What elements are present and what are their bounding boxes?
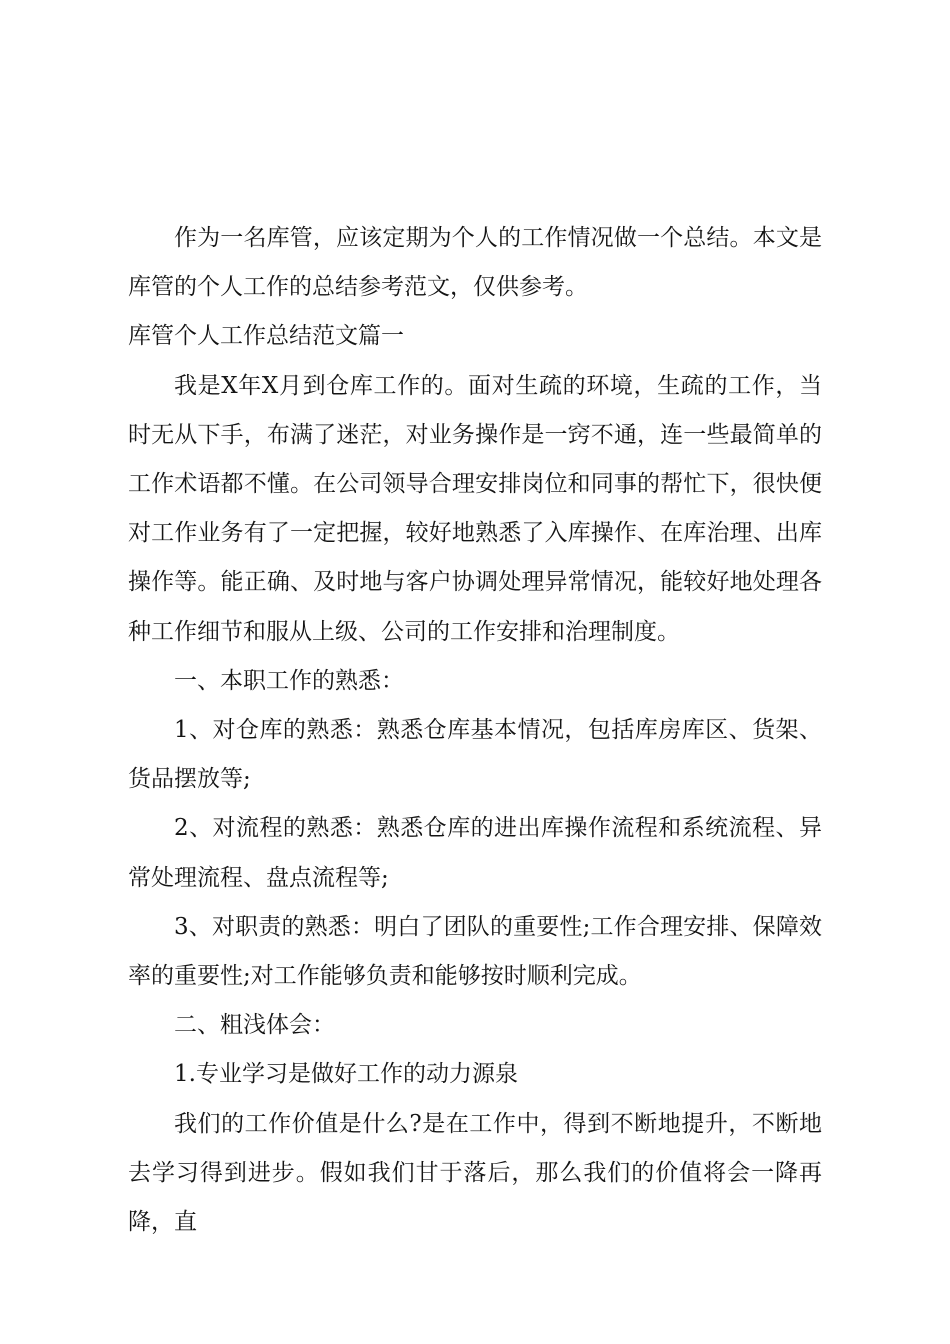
heading-familiarity: 一、本职工作的熟悉： (174, 667, 404, 694)
body-paragraph: 我是X年X月到仓库工作的。面对生疏的环境，生疏的工作，当时无从下手，布满了迷茫，对业务操作是一窍不通，连一些最简单的工作术语都不懂。在公司领导合理安排岗位和同事的帮忙下，很快便对工作业务有了一定把握，较好地熟悉了入库操作、在库治理、出库操作等。能正确、及时地与客户协调处理异常情况，能较好地处理各种工作细节和服从上级、公司的工作安排和治理制度。 (128, 372, 822, 645)
list-item-warehouse: 1、对仓库的熟悉：熟悉仓库基本情况，包括库房库区、货架、货品摆放等; (128, 717, 822, 793)
section-title: 库管个人工作总结范文篇一 (128, 323, 404, 350)
list-item-duty: 3、对职责的熟悉：明白了团队的重要性;工作合理安排、保障效率的重要性;对工作能够负责和能够按时顺利完成。 (128, 913, 822, 990)
subheading-learning: 1.专业学习是做好工作的动力源泉 (174, 1061, 518, 1088)
heading-experience: 二、粗浅体会： (174, 1012, 335, 1039)
body-paragraph-value: 我们的工作价值是什么?是在工作中，得到不断地提升，不断地去学习得到进步。假如我们甘于落后，那么我们的价值将会一降再降，直 (128, 1110, 822, 1236)
list-item-process: 2、对流程的熟悉：熟悉仓库的进出库操作流程和系统流程、异常处理流程、盘点流程等; (128, 815, 822, 891)
intro-paragraph: 作为一名库管，应该定期为个人的工作情况做一个总结。本文是库管的个人工作的总结参考范文，仅供参考。 (128, 225, 822, 301)
document-body (128, 214, 822, 1247)
